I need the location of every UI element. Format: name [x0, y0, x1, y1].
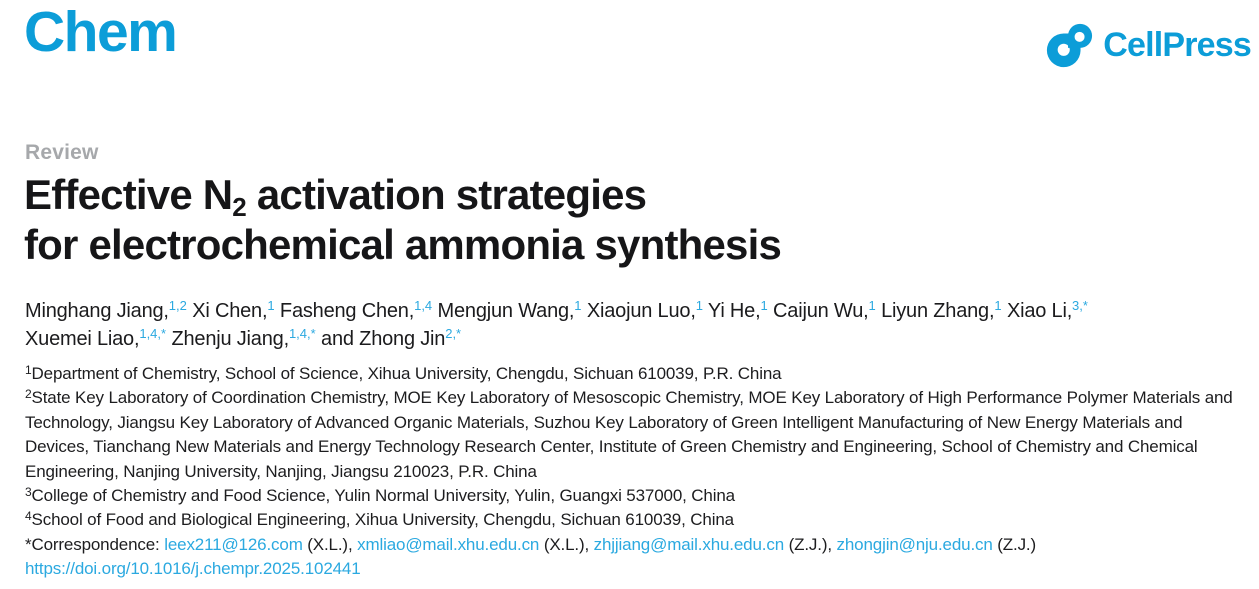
author: Yi He,$^1$ [707, 298, 768, 322]
author-affiliation-marker: 1,4 [414, 298, 433, 313]
author: Xiao Li,$^{3,*}$ [1006, 298, 1088, 322]
author: Minghang Jiang,$^{1,2}$ [25, 298, 187, 322]
author-affiliation-marker: 2,* [445, 326, 462, 341]
author-affiliation-marker: 1,2 [168, 298, 187, 313]
author-affiliation-marker: 1 [695, 298, 703, 313]
correspondence-email-link[interactable]: leex211@126.com [164, 534, 303, 554]
correspondence-initials: (Z.J.), [784, 534, 837, 554]
affiliation-item: $^3$College of Chemistry and Food Science, Yulin Normal University, Yulin, Guangxi 537000, China [25, 485, 735, 506]
backmatter [25, 362, 1237, 582]
author: Zhenju Jiang,$^{1,4,*}$ [171, 326, 316, 350]
author-affiliation-marker: 1,4,* [288, 326, 316, 341]
author-affiliation-marker: 1 [994, 298, 1002, 313]
correspondence-email-link[interactable]: zhjjiang@mail.xhu.edu.cn [593, 534, 785, 554]
author: Fasheng Chen,$^{1,4}$ [279, 298, 433, 322]
author: Xi Chen,$^1$ [192, 298, 275, 322]
author-list [25, 297, 1243, 353]
article-type-label: Review [25, 141, 99, 164]
affiliation-item: $^2$State Key Laboratory of Coordination Chemistry, MOE Key Laboratory of Mesoscopic Chemistry, MOE Key Laboratory of High Performance Polymer Materials and Technology, Jiangsu Key Laboratory of Advanced Organic Materials, Suzhou Key Laboratory of Green Intelligent Manufacturing of New Energy Materials and Devices, Tianchang New Materials and Energy Technology Research Center, Institute of Green Chemistry and Engineering, School of Chemistry and Chemical Engineering, Nanjing University, Nanjing, Jiangsu 210023, P.R. China [25, 387, 1233, 481]
author-affiliation-marker: 1,4,* [139, 326, 167, 341]
title-subscript: 2 [232, 192, 246, 222]
affiliation-number: 4 [25, 509, 32, 524]
affiliation-number: 3 [25, 485, 32, 500]
correspondence-initials: (Z.J.) [992, 534, 1037, 554]
author-affiliation-marker: 1 [868, 298, 876, 313]
affiliation-number: 2 [25, 387, 32, 402]
author-affiliation-marker: 1 [760, 298, 768, 313]
cellpress-logo-icon [1044, 20, 1094, 70]
author-affiliation-marker: 1 [574, 298, 582, 313]
article-title [24, 170, 781, 270]
title-line1-post: activation strategies [245, 171, 647, 218]
affiliation-number: 1 [25, 363, 32, 377]
correspondence-initials: (X.L.), [539, 534, 594, 554]
author: Xiaojun Luo,$^1$ [586, 298, 703, 322]
doi-link[interactable]: https://doi.org/10.1016/j.chempr.2025.102441 [25, 559, 361, 579]
author: and Zhong Jin$^{2,*}$ [321, 326, 462, 350]
author: Xuemei Liao,$^{1,4,*}$ [25, 326, 167, 350]
affiliation-item: $^1$Department of Chemistry, School of Science, Xihua University, Chengdu, Sichuan 610039, P.R. China [25, 363, 782, 383]
correspondence-email-link[interactable]: xmliao@mail.xhu.edu.cn [357, 534, 540, 554]
cellpress-logo [1044, 20, 1251, 70]
correspondence-email-link[interactable]: zhongjin@nju.edu.cn [836, 534, 993, 554]
correspondence-initials: (X.L.), [302, 534, 358, 554]
author: Liyun Zhang,$^1$ [881, 298, 1002, 322]
title-line1-pre: Effective N [24, 171, 233, 218]
chem-journal-logo: Chem [24, 0, 177, 64]
correspondence-line [25, 533, 1237, 557]
author-affiliation-marker: 1 [267, 298, 275, 313]
affiliation-item: $^4$School of Food and Biological Engineering, Xihua University, Chengdu, Sichuan 610039, China [25, 509, 734, 530]
title-line2: for electrochemical ammonia synthesis [24, 221, 782, 268]
cellpress-logo-text: CellPress [1103, 25, 1251, 64]
affiliation-list [25, 362, 1237, 533]
author: Mengjun Wang,$^1$ [437, 298, 582, 322]
author: Caijun Wu,$^1$ [773, 298, 876, 322]
correspondence-label: *Correspondence: [25, 534, 165, 554]
doi-line [25, 557, 1237, 581]
author-affiliation-marker: 3,* [1072, 298, 1088, 313]
